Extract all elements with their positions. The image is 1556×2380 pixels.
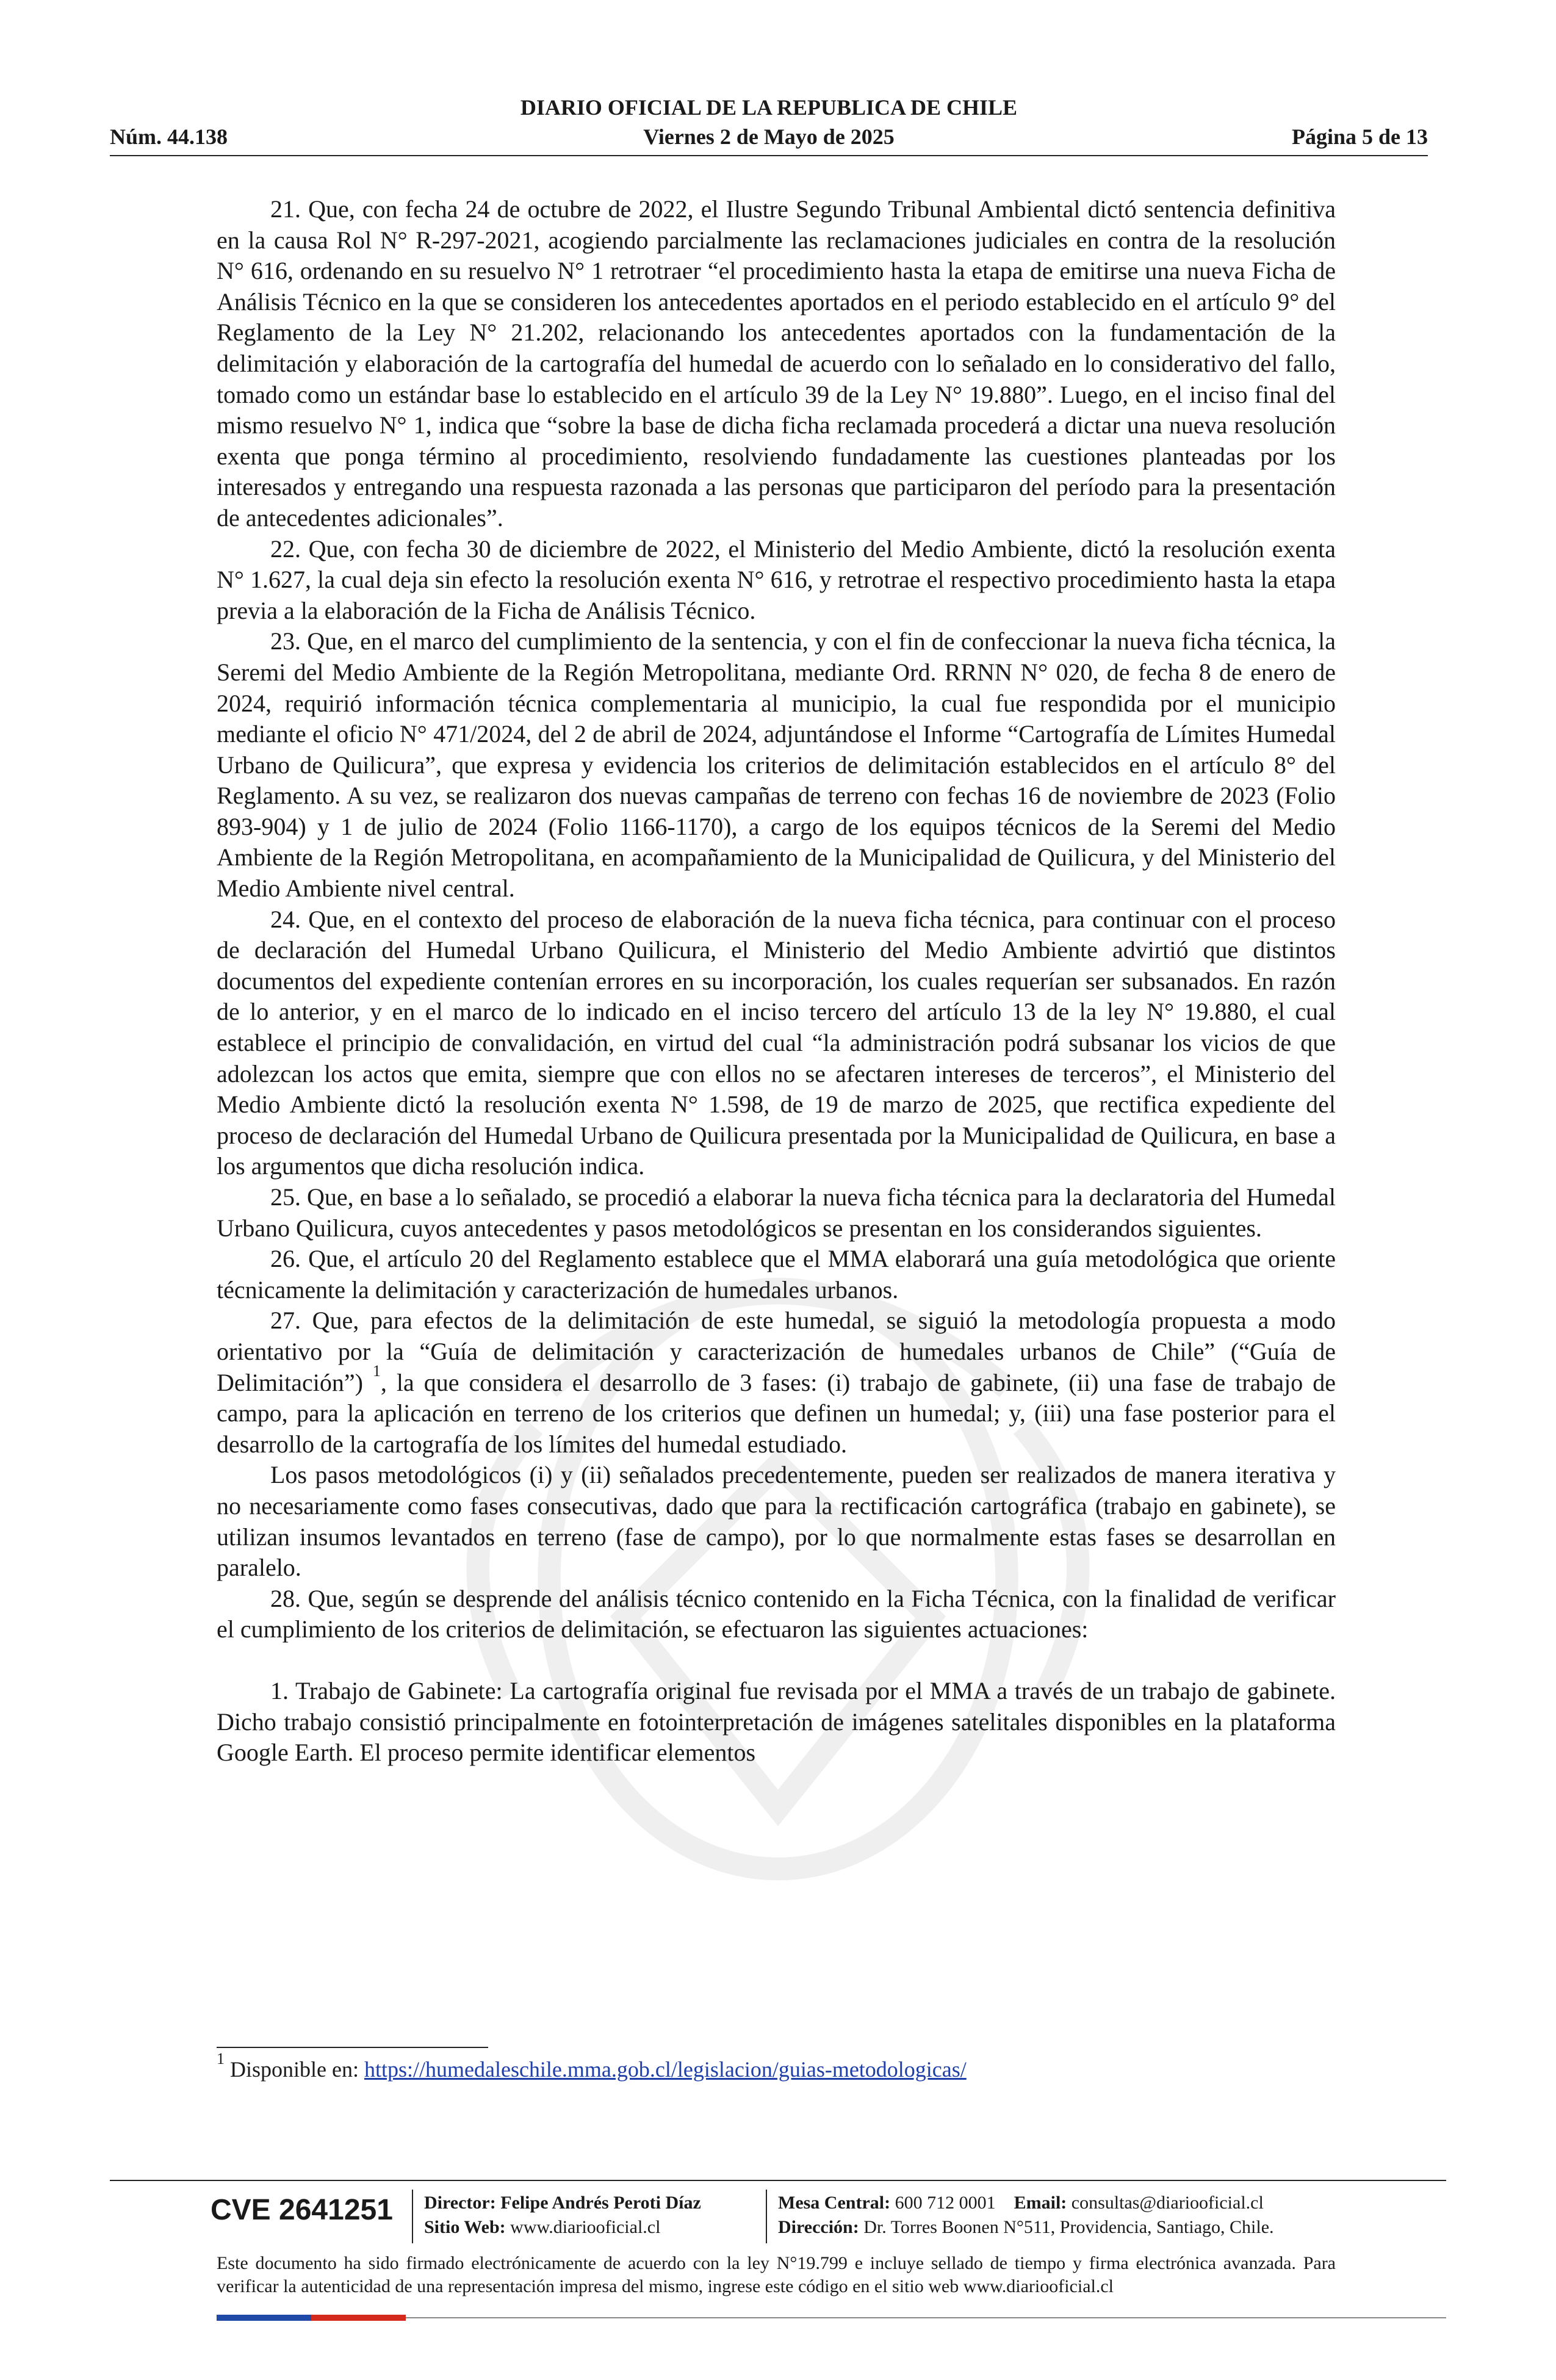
paragraph-24: 24. Que, en el contexto del proceso de elaboración de la nueva ficha técnica, para continuar con el proceso de declaración del Humedal Urbano Quilicura, el Ministerio del Medio Ambiente advirtió que distintos documentos del expediente contenían errores en su incorporación, los cuales requerían ser subsanados. En razón de lo anterior, y en el marco de lo indicado en el inciso tercero del artículo 13 de la ley N° 19.880, el cual establece el principio de convalidación, en virtud del cual “la administración podrá subsanar los vicios de que adolezcan los actos que emita, siempre que con ellos no se afectaren intereses de terceros”, el Ministerio del Medio Ambiente dictó la resolución exenta N° 1.598, de 19 de marzo de 2025, que rectifica expediente del proceso de declaración del Humedal Urbano de Quilicura presentada por la Municipalidad de Quilicura, en base a los argumentos que dicha resolución indica. xyxy=(217,905,1336,1180)
paragraph-26: 26. Que, el artículo 20 del Reglamento establece que el MMA elaborará una guía metodológica que oriente técnicamente la delimitación y caracterización de humedales urbanos. xyxy=(217,1245,1336,1304)
issue-number: Núm. 44.138 xyxy=(110,124,228,149)
address-label: Dirección: xyxy=(778,2217,859,2237)
footer-contact-block xyxy=(778,2191,1274,2240)
address-text: Dr. Torres Boonen N°511, Providencia, Santiago, Chile. xyxy=(863,2217,1274,2237)
paragraph-27-steps: Los pasos metodológicos (i) y (ii) señalados precedentemente, pueden ser realizados de manera iterativa y no necesariamente como fases consecutivas, dado que para la rectificación cartográfica (trabajo en gabinete), se utilizan insumos levantados en terreno (fase de campo), por lo que normalmente estas fases se desarrollan en paralelo. xyxy=(217,1461,1336,1582)
footnote-divider xyxy=(217,2047,488,2048)
paragraph-27-text: 27. Que, para efectos de la delimitación de este humedal, se siguió la metodología propuesta a modo orientativo por la “Guía de delimitación y caracterización de humedales urbanos de Chile” (“Guía de Delimitación”) xyxy=(217,1307,1336,1396)
paragraph-25: 25. Que, en base a lo señalado, se procedió a elaborar la nueva ficha técnica para la declaratoria del Humedal Urbano Quilicura, cuyos antecedentes y pasos metodológicos se presentan en los considerandos siguientes. xyxy=(217,1183,1336,1242)
header-title-block xyxy=(110,93,1428,122)
mesa-label: Mesa Central: xyxy=(778,2193,891,2213)
page-header xyxy=(110,93,1428,160)
footer-director-block xyxy=(424,2191,701,2240)
paragraph-28: 28. Que, según se desprende del análisis técnico contenido en la Ficha Técnica, con la finalidad de verificar el cumplimiento de los criterios de delimitación, se efectuaron las siguientes actuaciones: xyxy=(217,1584,1336,1643)
document-body xyxy=(217,194,1336,1769)
footnote-reference[interactable]: 1 xyxy=(372,1361,381,1380)
paragraph-27 xyxy=(217,1305,1336,1460)
footer-separator xyxy=(412,2190,413,2243)
issue-date: Viernes 2 de Mayo de 2025 xyxy=(643,124,895,149)
paragraph-23: 23. Que, en el marco del cumplimiento de la sentencia, y con el fin de confeccionar la nueva ficha técnica, la Seremi del Medio Ambiente de la Región Metropolitana, mediante Ord. RRNN N° 020, de fecha 8 de enero de 2024, requirió información técnica complementaria al municipio, la cual fue respondida por el municipio mediante el oficio N° 471/2024, del 2 de abril de 2024, adjuntándose el Informe “Cartografía de Límites Humedal Urbano de Quilicura”, que expresa y evidencia los criterios de delimitación establecidos en el artículo 8° del Reglamento. A su vez, se realizaron dos nuevas campañas de terreno con fechas 16 de noviembre de 2023 (Folio 893-904) y 1 de julio de 2024 (Folio 1166-1170), a cargo de los equipos técnicos de la Seremi del Medio Ambiente de la Región Metropolitana, en acompañamiento de la Municipalidad de Quilicura, y del Ministerio del Medio Ambiente nivel central. xyxy=(217,627,1336,903)
email-link[interactable]: consultas@diariooficial.cl xyxy=(1071,2193,1264,2213)
flag-bar xyxy=(217,2315,406,2321)
email-label: Email: xyxy=(1014,2193,1067,2213)
flag-red-segment xyxy=(311,2315,406,2321)
footnote xyxy=(217,2050,967,2083)
director-label: Director: xyxy=(424,2193,496,2213)
paragraph-22: 22. Que, con fecha 30 de diciembre de 2022, el Ministerio del Medio Ambiente, dictó la resolución exenta N° 1.627, la cual deja sin efecto la resolución exenta N° 616, y retrotrae el respectivo procedimiento hasta la etapa previa a la elaboración de la Ficha de Análisis Técnico. xyxy=(217,535,1336,624)
paragraph-27-continuation: , la que considera el desarrollo de 3 fases: (i) trabajo de gabinete, (ii) una fase de trabajo de campo, para la aplicación en terreno de los criterios que definen un humedal; y, (iii) una fase posterior para el desarrollo de la cartografía de los límites del humedal estudiado. xyxy=(217,1368,1336,1458)
header-divider xyxy=(110,155,1428,156)
footer-bottom-divider xyxy=(406,2317,1446,2318)
page-number: Página 5 de 13 xyxy=(1291,124,1428,149)
publication-title: DIARIO OFICIAL DE LA REPUBLICA DE CHILE xyxy=(520,95,1018,120)
footnote-label: Disponible en: xyxy=(230,2057,359,2082)
mesa-phone: 600 712 0001 xyxy=(895,2193,996,2213)
cve-code: CVE 2641251 xyxy=(211,2194,393,2226)
footnote-number: 1 xyxy=(217,2050,225,2068)
site-link[interactable]: www.diariooficial.cl xyxy=(510,2217,661,2237)
director-name: Felipe Andrés Peroti Díaz xyxy=(500,2193,701,2213)
footer-divider xyxy=(110,2180,1446,2181)
site-label: Sitio Web: xyxy=(424,2217,506,2237)
footer-separator xyxy=(766,2190,767,2243)
paragraph-21: 21. Que, con fecha 24 de octubre de 2022, el Ilustre Segundo Tribunal Ambiental dictó sentencia definitiva en la causa Rol N° R-297-2021, acogiendo parcialmente las reclamaciones judiciales en contra de la resolución N° 616, ordenando en su resuelvo N° 1 retrotraer “el procedimiento hasta la etapa de emitirse una nueva Ficha de Análisis Técnico en la que se consideren los antecedentes aportados en el periodo establecido en el artículo 9° del Reglamento de la Ley N° 21.202, relacionando los antecedentes aportados con la fundamentación de la delimitación y elaboración de la cartografía del humedal de acuerdo con lo señalado en lo considerativo del fallo, tomado como un estándar base lo establecido en el artículo 39 de la Ley N° 19.880”. Luego, en el inciso final del mismo resuelvo N° 1, indica que “sobre la base de dicha ficha reclamada procederá a dictar una nueva resolución exenta que ponga término al procedimiento, resolviendo fundadamente las cuestiones planteadas por los interesados y entregando una respuesta razonada a las personas que participaron del período para la presentación de antecedentes adicionales”. xyxy=(217,195,1336,532)
footnote-link[interactable]: https://humedaleschile.mma.gob.cl/legislacion/guias-metodologicas/ xyxy=(364,2057,967,2082)
flag-blue-segment xyxy=(217,2315,311,2321)
legal-notice: Este documento ha sido firmado electrónicamente de acuerdo con la ley N°19.799 e incluye sellado de tiempo y firma electrónica avanzada. Para verificar la autenticidad de una representación impresa del mismo, ingrese este código en el sitio web www.diariooficial.cl xyxy=(217,2253,1336,2296)
paragraph-28-item-1: 1. Trabajo de Gabinete: La cartografía original fue revisada por el MMA a través de un trabajo de gabinete. Dicho trabajo consistió principalmente en fotointerpretación de imágenes satelitales disponibles en la plataforma Google Earth. El proceso permite identificar elementos xyxy=(217,1676,1336,1767)
